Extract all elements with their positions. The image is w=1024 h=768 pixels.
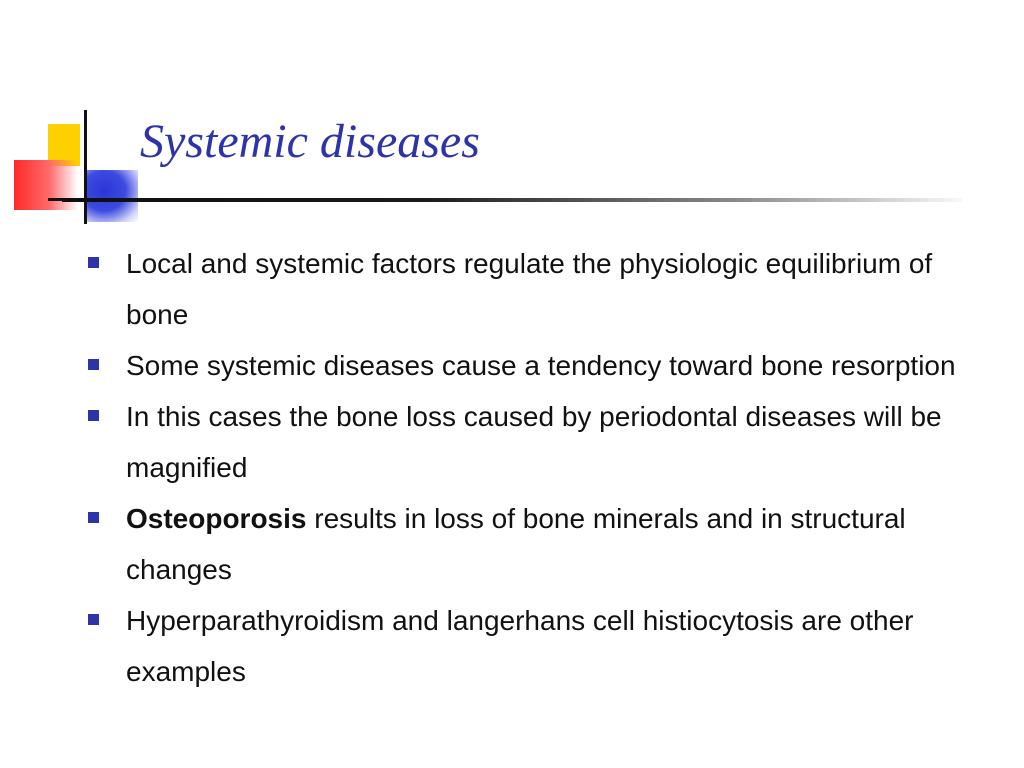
bullet-text: Hyperparathyroidism and langerhans cell histiocytosis are other examples <box>126 605 914 687</box>
bullet-item <box>88 340 988 391</box>
vertical-line <box>84 110 87 224</box>
bullet-text: In this cases the bone loss caused by periodontal diseases will be magnified <box>126 401 942 483</box>
bullet-text: Local and systemic factors regulate the physiologic equilibrium of bone <box>126 248 933 330</box>
title-underline <box>62 198 962 202</box>
blue-gradient-block <box>86 170 138 222</box>
square-bullet-icon <box>88 410 99 421</box>
bullet-item <box>88 391 988 493</box>
bullet-item <box>88 595 988 697</box>
red-gradient-block <box>14 160 78 210</box>
slide-title: Systemic diseases <box>140 115 480 168</box>
bullet-list <box>88 238 988 697</box>
square-bullet-icon <box>88 257 99 268</box>
square-bullet-icon <box>88 512 99 523</box>
slide-logo-decoration <box>0 0 160 240</box>
bullet-item <box>88 238 988 340</box>
bullet-bold-term: Osteoporosis <box>126 503 307 534</box>
square-bullet-icon <box>88 359 99 370</box>
bullet-text: results in loss of bone minerals and in structural changes <box>126 503 906 585</box>
bullet-text: Some systemic diseases cause a tendency toward bone resorption <box>126 350 956 381</box>
bullet-item <box>88 493 988 595</box>
square-bullet-icon <box>88 614 99 625</box>
